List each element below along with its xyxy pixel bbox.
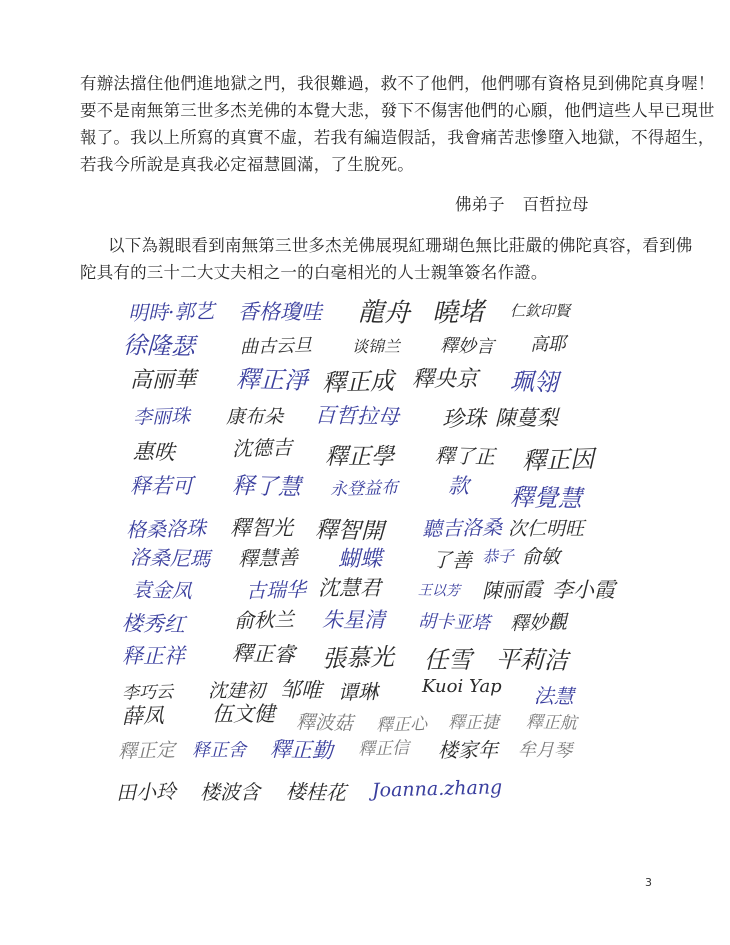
handwritten-signature: 釋正成 xyxy=(321,367,395,397)
paragraph1-line-2: 要不是南無第三世多杰羌佛的本覺大悲，發下不傷害他們的心願，他們這些人早已現世 xyxy=(80,101,715,120)
handwritten-signature: 次仁明旺 xyxy=(508,518,585,540)
handwritten-signature: 洛桑尼瑪 xyxy=(129,544,211,572)
handwritten-signature: 谈锦兰 xyxy=(352,337,401,356)
handwritten-signature: 格桑洛珠 xyxy=(125,515,207,543)
handwritten-signature: 釋正心 xyxy=(375,714,428,736)
handwritten-signature: 薛凤 xyxy=(121,703,165,729)
handwritten-signature: 任雪 xyxy=(424,646,472,674)
handwritten-signature: 了善 xyxy=(431,547,473,573)
handwritten-signature: 釋正勤 xyxy=(269,737,334,763)
handwritten-signature: 沈建初 xyxy=(208,680,266,702)
handwritten-signature: 百哲拉母 xyxy=(314,402,400,430)
handwritten-signature: 曉堵 xyxy=(431,297,485,329)
paragraph1-line-3: 報了。我以上所寫的真實不虛，若我有編造假話，我會痛苦悲慘墮入地獄，不得超生， xyxy=(80,128,715,147)
paragraph1-line-1: 有辦法擋住他們進地獄之門，我很難過，救不了他們，他們哪有資格見到佛陀真身喔！ xyxy=(80,74,715,93)
handwritten-signature: 邹唯 xyxy=(279,677,323,703)
handwritten-signature: 龍舟 xyxy=(357,297,411,329)
handwritten-signature: 李巧云 xyxy=(121,682,174,704)
signature-title: 佛弟子 xyxy=(455,195,505,214)
handwritten-signature: 珍珠 xyxy=(441,406,487,433)
handwritten-signature: Kuoi Yap xyxy=(422,676,502,697)
handwritten-signature: 袁金凤 xyxy=(131,577,193,603)
handwritten-signature: 高耶 xyxy=(529,333,567,356)
paragraph2-line-2: 陀具有的三十二大丈夫相之一的白毫相光的人士親筆簽名作證。 xyxy=(80,263,548,282)
handwritten-signature: 楼家年 xyxy=(438,738,498,762)
handwritten-signature: 释了慧 xyxy=(231,473,302,501)
handwritten-signature: 谭琳 xyxy=(337,679,379,705)
handwritten-signature: 款 xyxy=(448,474,469,498)
handwritten-signature: 釋正定 xyxy=(117,739,176,763)
handwritten-signature: 李丽珠 xyxy=(132,405,191,429)
handwritten-signature: 徐隆瑟 xyxy=(122,331,196,361)
handwritten-signature: 釋正捷 xyxy=(448,713,499,733)
handwritten-signature: 釋正因 xyxy=(521,445,595,475)
handwritten-signature: 釋慧善 xyxy=(237,545,299,571)
handwritten-signature: 田小玲 xyxy=(115,779,177,805)
page-number: 3 xyxy=(645,876,652,889)
handwritten-signature: 蝴蝶 xyxy=(338,547,383,572)
handwritten-signature: 釋央京 xyxy=(412,367,479,392)
paragraph2-line-1: 以下為親眼看到南無第三世多杰羌佛展現紅珊瑚色無比莊嚴的佛陀真容，看到佛 xyxy=(108,236,693,255)
handwritten-signature: 法慧 xyxy=(533,683,575,709)
handwritten-signature: 康布朵 xyxy=(226,406,284,428)
handwritten-signature: 释若可 xyxy=(130,474,193,498)
handwritten-signature: 釋波菇 xyxy=(295,711,354,735)
handwritten-signature: 聽吉洛桑 xyxy=(421,514,503,542)
handwritten-signature: 恭子 xyxy=(481,546,515,567)
handwritten-signature: 仁欽印賢 xyxy=(510,302,571,320)
handwritten-signature: 楼秀红 xyxy=(121,611,186,637)
handwritten-signature: 沈德吉 xyxy=(231,435,293,461)
handwritten-signature: 朱星清 xyxy=(322,608,385,632)
handwritten-signature: 釋正淨 xyxy=(235,365,309,395)
handwritten-signature: 釋覺慧 xyxy=(509,483,583,513)
handwritten-signature: 伍文健 xyxy=(212,702,275,726)
handwritten-signature: 陳蔓梨 xyxy=(495,406,558,430)
handwritten-signature: 牟月琴 xyxy=(517,739,573,762)
handwritten-signature: 釋正信 xyxy=(357,738,410,760)
handwritten-signature: 釋妙觀 xyxy=(509,611,568,635)
handwritten-signature: 楼桂花 xyxy=(285,779,347,805)
handwritten-signature: 古瑞华 xyxy=(245,577,307,603)
handwritten-signature: 永登益布 xyxy=(329,478,399,500)
handwritten-signature: 俞敏 xyxy=(522,546,561,568)
handwritten-signature: 平莉洁 xyxy=(495,645,569,675)
handwritten-signature: 釋正航 xyxy=(525,712,578,734)
handwritten-signature: 陳丽霞 xyxy=(481,577,543,603)
handwritten-signature: 惠昳 xyxy=(132,439,176,465)
handwritten-signature: 釋了正 xyxy=(434,443,496,469)
signature-name: 百哲拉母 xyxy=(522,195,589,214)
handwritten-signature: 釋正學 xyxy=(325,444,394,470)
handwritten-signature: 曲古云旦 xyxy=(239,335,313,358)
handwritten-signature: 張慕光 xyxy=(321,643,395,673)
handwritten-signature: 楼波含 xyxy=(200,780,260,804)
handwritten-signature: 俞秋兰 xyxy=(233,607,295,633)
handwritten-signature: 釋正睿 xyxy=(231,641,296,667)
handwritten-signature: 釋智光 xyxy=(230,516,293,540)
handwritten-signature: Joanna.zhang xyxy=(371,776,503,802)
handwritten-signature: 沈慧君 xyxy=(318,576,381,600)
handwritten-signature: 胡卡亚塔 xyxy=(417,611,491,634)
handwritten-signature: 释正祥 xyxy=(122,644,185,668)
handwritten-signature: 王以芳 xyxy=(417,582,461,600)
handwritten-signature: 珮翎 xyxy=(509,367,559,397)
handwritten-signature: 香格瓊哇 xyxy=(238,300,322,324)
paragraph1-line-4: 若我今所說是真我必定福慧圓滿，了生脫死。 xyxy=(80,155,414,174)
handwritten-signature: 釋妙言 xyxy=(439,335,495,358)
handwritten-signature: 高丽華 xyxy=(130,368,197,393)
handwritten-signature: 释正舍 xyxy=(192,740,246,761)
handwritten-signature: 李小霞 xyxy=(552,578,615,602)
handwritten-signature: 釋智開 xyxy=(314,517,385,545)
handwritten-signature: 明時·郭艺 xyxy=(127,298,215,326)
